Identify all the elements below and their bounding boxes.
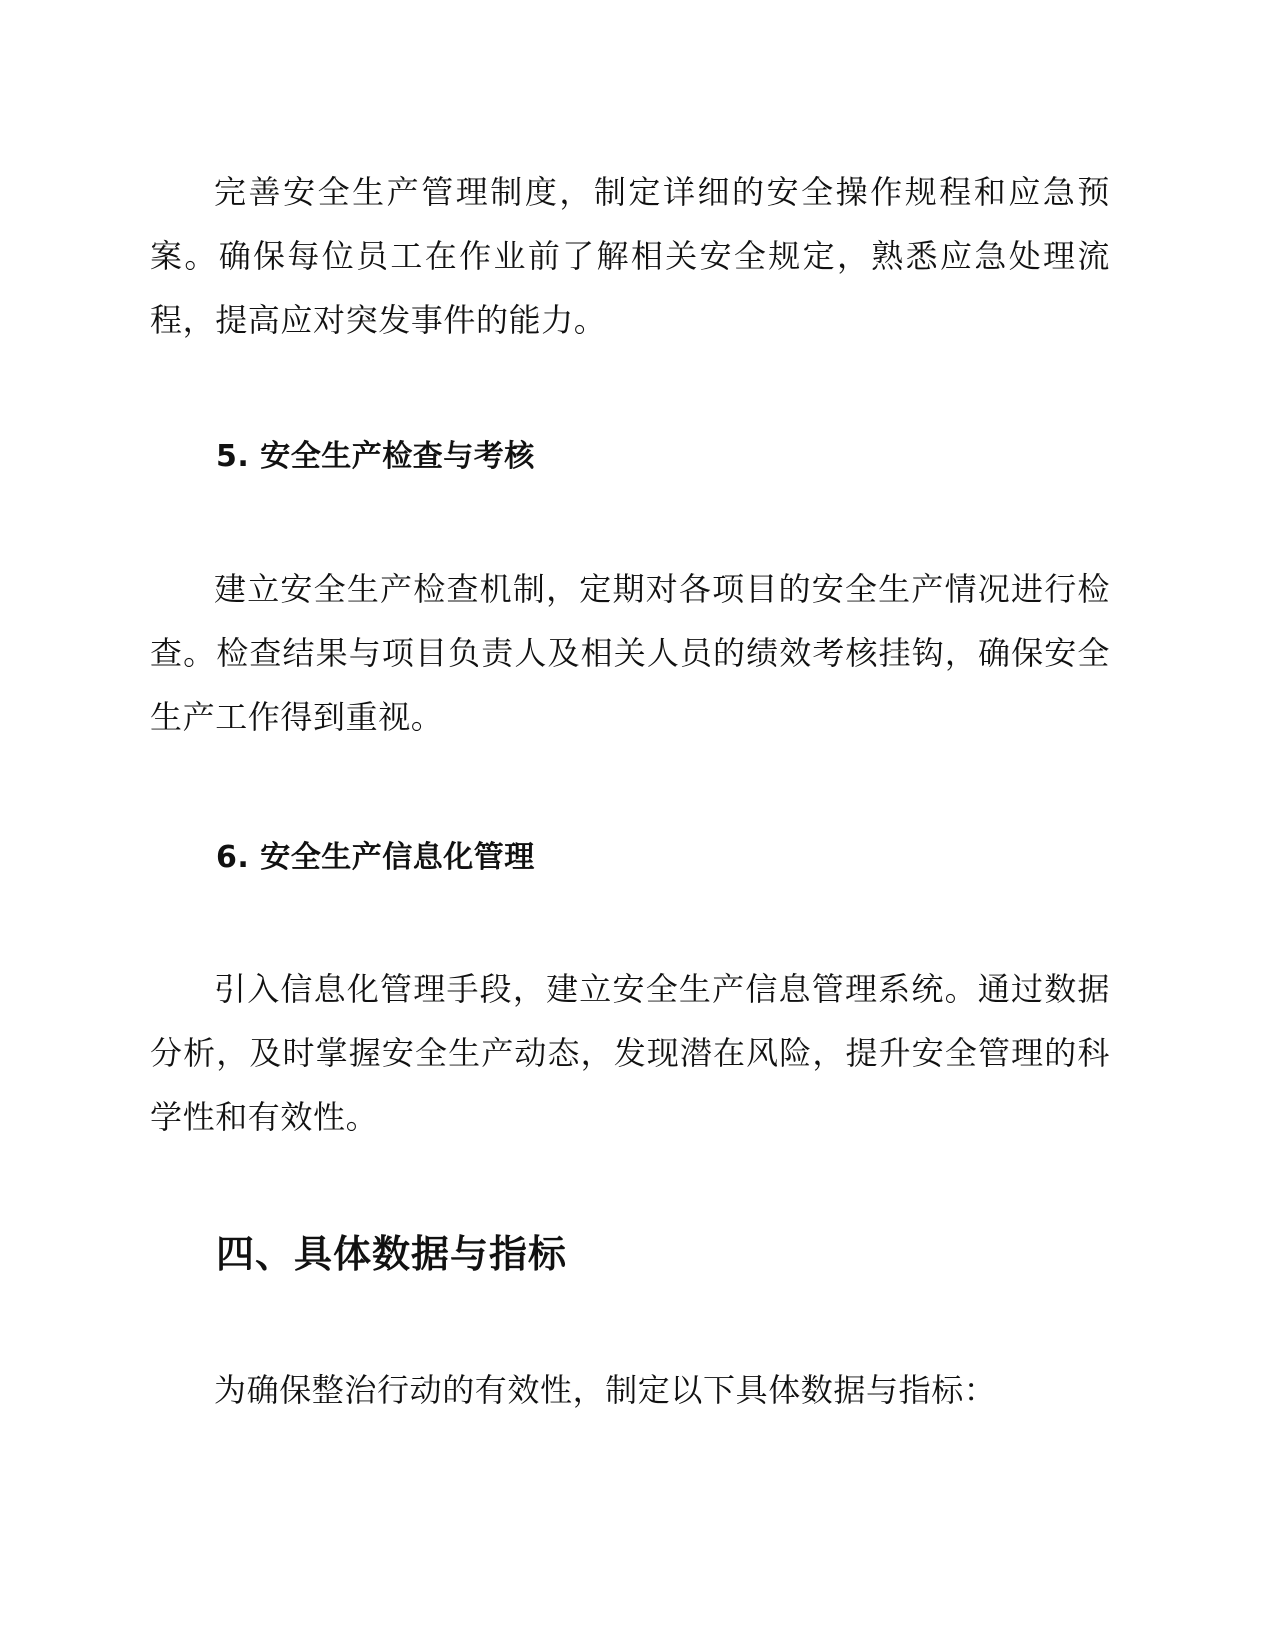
paragraph-safety-management-system: 完善安全生产管理制度，制定详细的安全操作规程和应急预案。确保每位员工在作业前了解相关安全规定，熟悉应急处理流程，提高应对突发事件的能力。 <box>150 173 1110 339</box>
paragraph-safety-inspection: 建立安全生产检查机制，定期对各项目的安全生产情况进行检查。检查结果与项目负责人及相关人员的绩效考核挂钩，确保安全生产工作得到重视。 <box>150 570 1110 736</box>
heading-safety-inspection-assessment: 5. 安全生产检查与考核 <box>216 439 535 474</box>
paragraph-indicators-intro: 为确保整治行动的有效性，制定以下具体数据与指标： <box>214 1371 997 1409</box>
heading-safety-informatization: 6. 安全生产信息化管理 <box>216 840 535 875</box>
section-heading-data-indicators: 四、具体数据与指标 <box>216 1232 568 1276</box>
paragraph-safety-informatization: 引入信息化管理手段，建立安全生产信息管理系统。通过数据分析，及时掌握安全生产动态，发现潜在风险，提升安全管理的科学性和有效性。 <box>150 970 1110 1136</box>
